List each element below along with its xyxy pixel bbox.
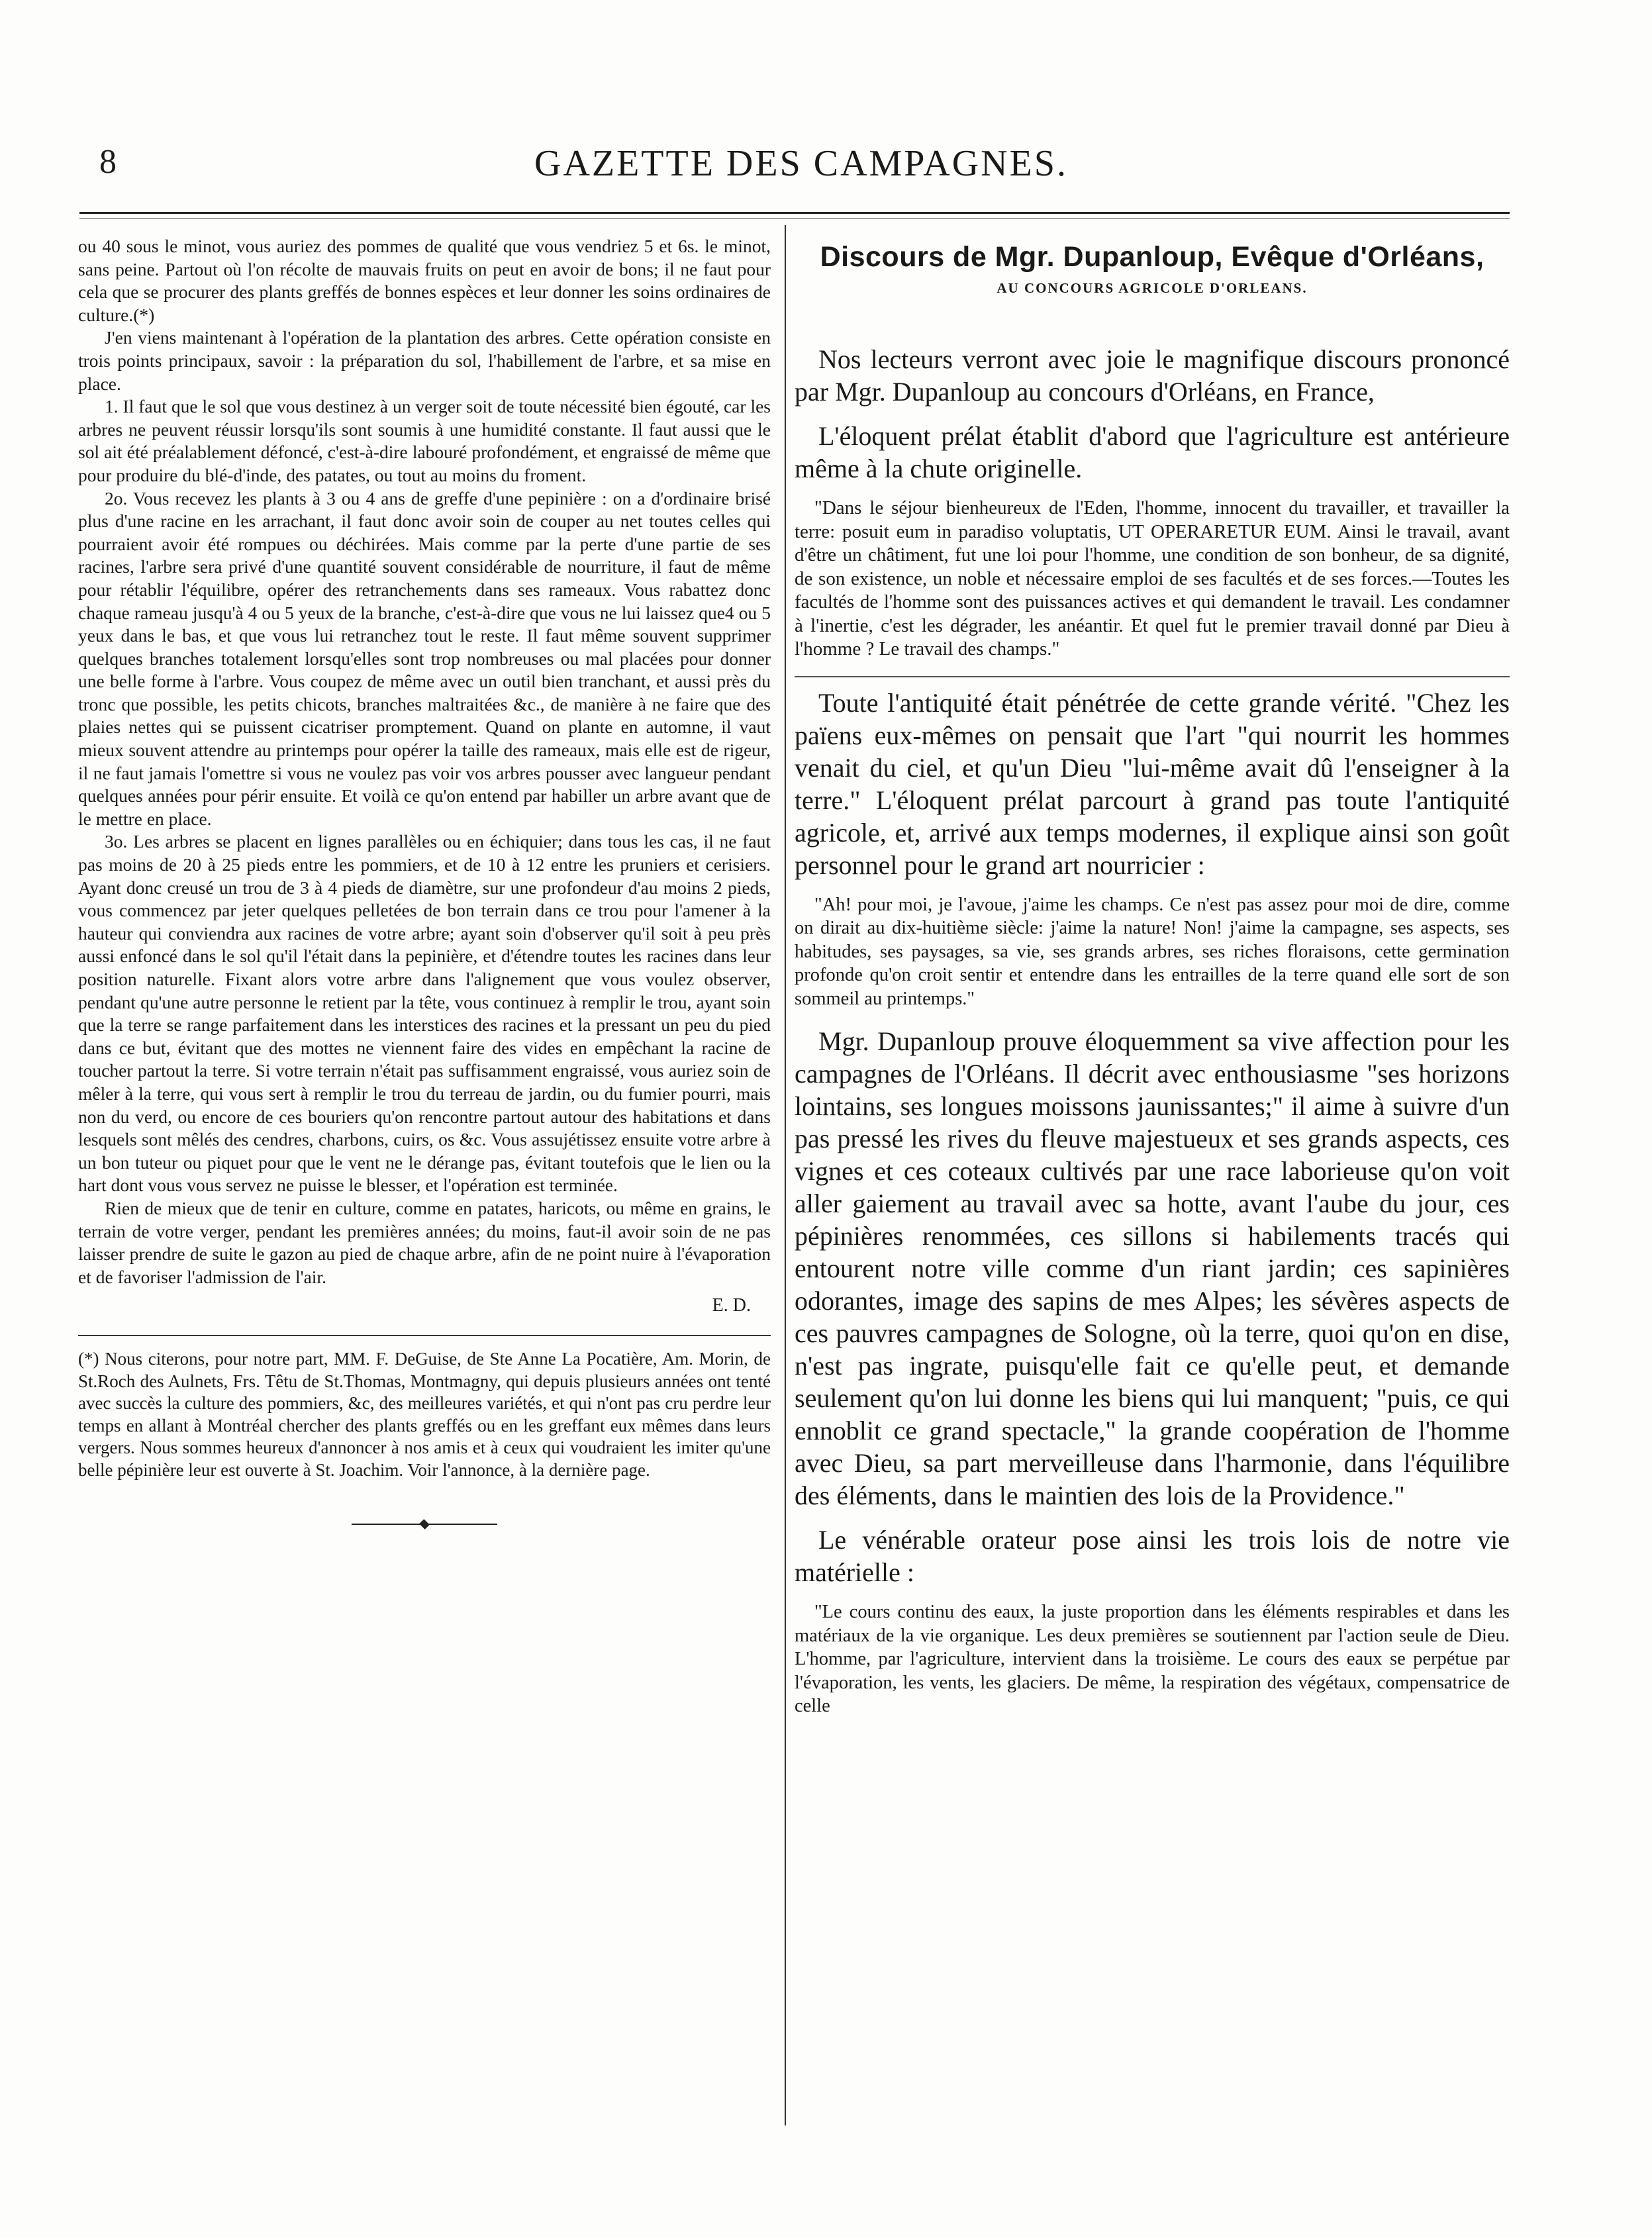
article-paragraph: Rien de mieux que de tenir en culture, comme en patates, haricots, ou même en grains, le terrain de votre verger, pendant les premières années; du moins, faut-il avoir soin de ne pas laisser prendre de suite le gazon au pied de chaque arbre, afin de ne point nuire à l'évaporation et de favoriser l'admission de l'air. bbox=[78, 1197, 771, 1287]
right-column bbox=[795, 238, 1510, 1733]
article-paragraph: J'en viens maintenant à l'opération de la plantation des arbres. Cette opération consiste en trois points principaux, savoir : la préparation du sol, l'habillement de l'arbre, et sa mise en place. bbox=[78, 327, 771, 394]
author-signature: E. D. bbox=[712, 1295, 751, 1316]
body-paragraph: Le vénérable orateur pose ainsi les trois lois de notre vie matérielle : bbox=[795, 1525, 1510, 1587]
header-rule bbox=[79, 212, 1510, 214]
page-number: 8 bbox=[99, 143, 117, 181]
intro-paragraph: L'éloquent prélat établit d'abord que l'agriculture est antérieure même à la chute originelle. bbox=[795, 421, 1510, 483]
body-paragraph: Toute l'antiquité était pénétrée de cette grande vérité. "Chez les païens eux-mêmes on pensait que l'art "qui nourrit les hommes venait du ciel, et qu'un Dieu "lui-même avait dû l'enseigner à la terre." L'éloquent prélat parcourt à grand pas toute l'antiquité agricole, et, arrivé aux temps modernes, il explique ainsi son goût personnel pour le grand art nourricier : bbox=[795, 687, 1510, 880]
article-paragraph: 3o. Les arbres se placent en lignes parallèles ou en échiquier; dans tous les cas, il ne faut pas moins de 20 à 25 pieds entre les pommiers, et de 10 à 12 entre les pruniers et cerisiers. Ayant donc creusé un trou de 3 à 4 pieds de diamètre, sur une profondeur d'au moins 2 pieds, vous commencez par jeter quelques pelletées de bon terrain dans ce trou pour l'amener à la hauteur qui conviendra aux racines de votre arbre; ayant soin d'observer qu'il soit à peu près aussi enfoncé dans le sol qu'il l'était dans la pepinière, et d'étendre toutes les racines dans leur position naturelle. Fixant alors votre arbre dans l'alignement que vous voulez observer, pendant qu'une autre personne le retient par la tête, vous continuez à remplir le trou, ayant soin que la terre se range parfaitement dans les interstices des racines et la pressant un peu du pied dans ce but, évitant que des mottes ne viennent faire des vides en empêchant la racine de toucher partout la terre. Si votre terrain n'était pas suffisamment engraissé, vous auriez soin de mêler à la terre, qui vous sert à remplir le trou du terreau de jardin, ou du fumier pourri, mais non du verd, ou encore de ces bouriers qu'on rencontre partout autour des habitations et dans lesquels sont mêlés des cendres, charbons, cuirs, os &c. Vous assujétissez ensuite votre arbre à un bon tuteur ou piquet pour que le vent ne le dérange pas, évitant toutefois que le lien ou la hart dont vous vous servez ne puisse le blesser, et l'opération est terminée. bbox=[78, 831, 771, 1196]
article-title: Discours de Mgr. Dupanloup, Evêque d'Orléans, bbox=[820, 241, 1484, 273]
intro-paragraph: Nos lecteurs verront avec joie le magnifique discours prononcé par Mgr. Dupanloup au concours d'Orléans, en France, bbox=[795, 344, 1510, 407]
quote-champs: "Ah! pour moi, je l'avoue, j'aime les champs. Ce n'est pas assez pour moi de dire, comme on dirait au dix-huitième siècle: j'aime la nature! Non! j'aime la campagne, ses aspects, ses habitudes, ses paysages, sa vie, ses grands arbres, ses riches floraisons, cette germination profonde qu'on croit sentir et entendre dans les entrailles de la terre quand elle sort de son sommeil au printemps." bbox=[795, 894, 1510, 1009]
page-header bbox=[99, 142, 1503, 189]
header-rule-thin bbox=[79, 218, 1510, 219]
footnote-rule bbox=[78, 1335, 771, 1336]
section-rule bbox=[795, 676, 1510, 677]
article-subtitle: AU CONCOURS AGRICOLE D'ORLEANS. bbox=[996, 280, 1308, 296]
ornament-divider bbox=[352, 1521, 497, 1528]
quote-eden: "Dans le séjour bienheureux de l'Eden, l'homme, innocent du travailler, et travailler la terre: posuit eum in paradiso voluptatis, UT OPERARETUR EUM. Ainsi le travail, avant d'être un châtiment, fut une loi pour l'homme, une condition de son bonheur, de sa dignité, de son existence, un noble et nécessaire emploi de ses facultés et de ses forces.—Toutes les facultés de l'homme sont des puissances actives et qui demandent le travail. Les condamner à l'inertie, c'est les dégrader, les anéantir. Et quel fut le premier travail donné par Dieu à l'homme ? Le travail des champs." bbox=[795, 497, 1510, 659]
left-column bbox=[78, 235, 771, 1528]
footnote: (*) Nous citerons, pour notre part, MM. F. DeGuise, de Ste Anne La Pocatière, Am. Morin, de St.Roch des Aulnets, Frs. Têtu de St.Thomas, Montmagny, qui depuis plusieurs années ont tenté avec succès la culture des pommiers, &c, des meilleures variétés, et qui n'ont pas cru perdre leur temps en allant à Montréal chercher des plants greffés ou en les greffant eux mêmes dans leurs vergers. Nous sommes heureux d'annoncer à nos amis et à ceux qui voudraient les imiter qu'une belle pépinière leur est ouverte à St. Joachim. Voir l'annonce, à la dernière page. bbox=[78, 1349, 771, 1480]
orchard-article bbox=[78, 235, 771, 1289]
article-paragraph: 2o. Vous recevez les plants à 3 ou 4 ans de greffe d'une pepinière : on a d'ordinaire brisé plus d'une racine en les arrachant, il faut donc avoir soin de couper au net toutes celles qui pourraient avoir été rompues ou déchirées. Mais comme par la perte d'une partie de ses racines, l'arbre sera privé d'une quantité souvent considérable de nourriture, il faut de même pour rétablir l'équilibre, opérer des retranchements dans ses rameaux. Vous rabattez donc chaque rameau jusqu'à 4 ou 5 yeux de la branche, c'est-à-dire que vous ne lui laissez que4 ou 5 yeux dans le bas, et que vous lui retranchez tout le reste. Il faut même souvent supprimer quelques branches totalement lorsqu'elles sont trop nombreuses ou mal placées pour donner une belle forme à l'arbre. Vous coupez de même avec un outil bien tranchant, et aussi près du tronc que possible, les petits chicots, branches maltraitées &c., de manière à ne faire que des plaies nettes qui se puissent cicatriser promptement. Quand on plante en automne, il vaut mieux souvent attendre au printemps pour opérer la taille des rameaux, mais elle est de rigeur, il ne faut jamais l'omettre si vous ne voulez pas voir vos arbres pousser avec langueur pendant quelques années pour périr ensuite. Et voilà ce qu'on entend par habiller un arbre avant que de le mettre en place. bbox=[78, 487, 771, 829]
article-paragraph: ou 40 sous le minot, vous auriez des pommes de qualité que vous vendriez 5 et 6s. le minot, sans peine. Partout où l'on récolte de mauvais fruits on peut en avoir de bons; il ne faut pour cela que se procurer des plants greffés de bonnes espèces et leur donner les soins ordinaires de culture.(*) bbox=[78, 236, 771, 325]
column-divider bbox=[785, 225, 786, 2125]
body-paragraph: Mgr. Dupanloup prouve éloquemment sa vive affection pour les campagnes de l'Orléans. Il décrit avec enthousiasme "ses horizons lointains, ses longues moissons jaunissantes;" il aime à suivre d'un pas pressé les rives du fleuve majestueux et ses grands aspects, ces vignes et ces coteaux cultivés par une race laborieuse qu'on voit aller gaiement au travail avec sa hotte, avant l'aube du jour, ces pépinières renommées, ces sillons si habilements tracés qui entourent notre ville comme d'un riant jardin; ces sapinières odorantes, image des sapins de mes Alpes; les sévères aspects de ces pauvres campagnes de Sologne, où la terre, quoi qu'on en dise, n'est pas ingrate, puisqu'elle fait ce qu'elle peut, et demande seulement qu'on lui donne les biens qui lui manquent; "puis, ce qui ennoblit ce grand spectacle," la grande coopération de l'homme avec Dieu, sa part merveilleuse dans l'harmonie, dans l'équilibre des éléments, dans le maintien des lois de la Providence." bbox=[795, 1026, 1510, 1510]
quote-lois: "Le cours continu des eaux, la juste proportion dans les éléments respirables et dans les matériaux de la vie organique. Les deux premières se soutiennent par l'action seule de Dieu. L'homme, par l'agriculture, intervient dans la troisième. Le cours des eaux se perpétue par l'évaporation, les vents, les glaciers. De même, la respiration des végétaux, compensatrice de celle bbox=[795, 1602, 1510, 1716]
masthead-title: GAZETTE DES CAMPAGNES. bbox=[534, 143, 1068, 184]
article-paragraph: 1. Il faut que le sol que vous destinez à un verger soit de toute nécessité bien égouté, car les arbres ne peuvent réussir lorsqu'ils sont soumis à une humidité constante. Il faut aussi que le sol ait été préalablement défoncé, c'est-à-dire labouré profondément, et engraissé de même que pour produire du blé-d'inde, des patates, ou tout au moins du froment. bbox=[78, 396, 771, 485]
